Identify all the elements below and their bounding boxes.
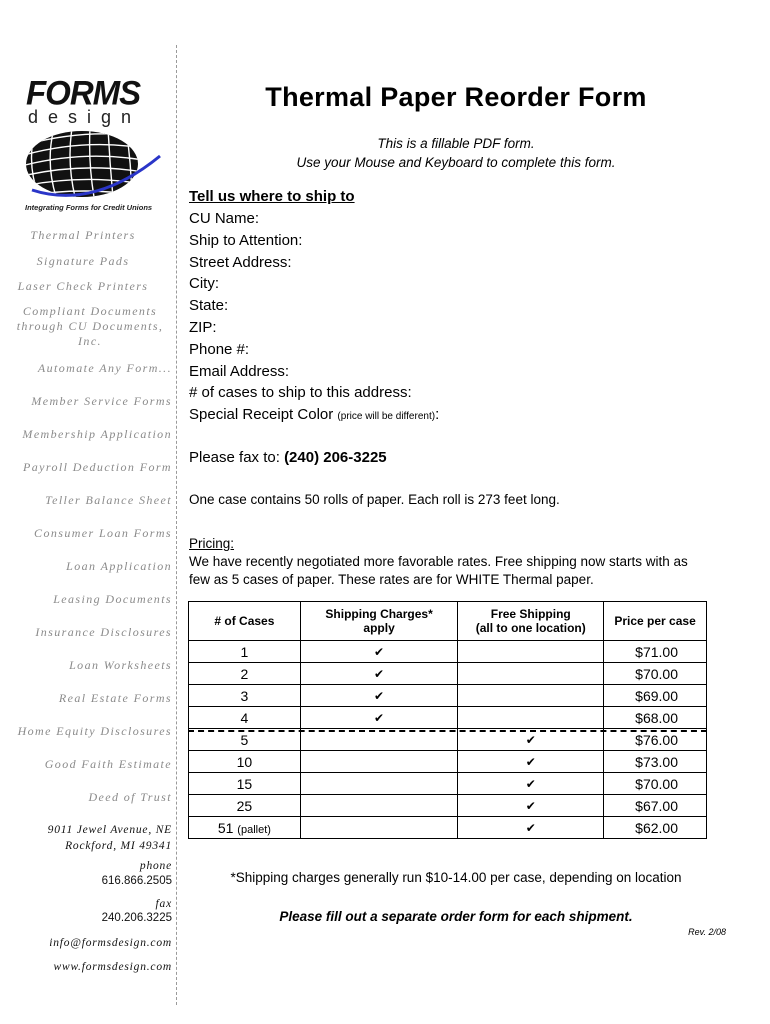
cell-cases: 1 (189, 641, 301, 663)
table-row (189, 707, 707, 729)
header-shipping (300, 602, 458, 641)
sidebar-link[interactable]: Laser Check Printers (17, 279, 149, 293)
cell-price: $70.00 (604, 773, 707, 795)
separate-form-note: Please fill out a separate order form for each shipment. (279, 909, 633, 924)
fax-instruction (189, 449, 387, 466)
free-shipping-threshold-line (188, 730, 707, 732)
header-shipping-line1: Shipping Charges* (325, 607, 433, 621)
free-shipping-check-icon: ✔ (458, 773, 604, 795)
email-field[interactable]: Email Address: (189, 363, 290, 380)
address-line2: Rockford, MI 49341 (65, 840, 172, 852)
receipt-color-field[interactable] (189, 406, 439, 423)
cell-free-empty (458, 685, 604, 707)
cell-cases: 10 (189, 751, 301, 773)
phone-number: 616.866.2505 (101, 875, 172, 887)
city-field[interactable]: City: (189, 275, 219, 292)
cell-price: $73.00 (604, 751, 707, 773)
cell-cases: 5 (189, 729, 301, 751)
table-row (189, 773, 707, 795)
cases-field[interactable]: # of cases to ship to this address: (189, 384, 412, 401)
cell-free-empty (458, 707, 604, 729)
sidebar-link[interactable]: Real Estate Forms (58, 691, 172, 705)
subtitle-instructions: Use your Mouse and Keyboard to complete this form. (296, 155, 616, 170)
sidebar-link[interactable]: Loan Worksheets (69, 658, 172, 672)
email-link[interactable]: info@formsdesign.com (49, 937, 172, 949)
cell-cases: 2 (189, 663, 301, 685)
ship-to-heading: Tell us where to ship to (189, 188, 355, 205)
free-shipping-check-icon: ✔ (458, 817, 604, 839)
sidebar-link[interactable]: Good Faith Estimate (44, 757, 172, 771)
sidebar-link[interactable]: Compliant Documents through CU Documents, Inc. (16, 304, 164, 348)
sidebar-link[interactable]: Loan Application (66, 559, 172, 573)
cell-cases: 25 (189, 795, 301, 817)
cell-price: $71.00 (604, 641, 707, 663)
shipping-charges-note: *Shipping charges generally run $10-14.00 per case, depending on location (230, 870, 682, 885)
cell-price: $62.00 (604, 817, 707, 839)
subtitle-fillable: This is a fillable PDF form. (377, 136, 535, 151)
cell-shipping-empty (300, 795, 458, 817)
header-shipping-line2: apply (363, 621, 395, 635)
pallet-label: (pallet) (237, 823, 271, 836)
free-shipping-check-icon: ✔ (458, 795, 604, 817)
sidebar-link[interactable]: Membership Application (22, 427, 172, 441)
cell-price: $69.00 (604, 685, 707, 707)
cell-cases-number: 51 (217, 819, 234, 836)
header-cases: # of Cases (189, 602, 301, 641)
pricing-table (188, 601, 707, 839)
cell-free-empty (458, 641, 604, 663)
sidebar-link[interactable]: Insurance Disclosures (35, 625, 172, 639)
pricing-heading: Pricing: (189, 536, 235, 551)
sidebar-link[interactable]: Automate Any Form... (37, 361, 172, 375)
table-row (189, 663, 707, 685)
sidebar-link[interactable]: Payroll Deduction Form (22, 460, 172, 474)
table-row (189, 751, 707, 773)
sidebar-link[interactable]: Consumer Loan Forms (34, 526, 172, 540)
receipt-color-note: (price will be different) (337, 411, 436, 422)
cell-price: $67.00 (604, 795, 707, 817)
cell-price: $76.00 (604, 729, 707, 751)
pricing-table-header (189, 602, 707, 641)
sidebar-link[interactable]: Teller Balance Sheet (45, 493, 172, 507)
cell-price: $70.00 (604, 663, 707, 685)
page-title: Thermal Paper Reorder Form (265, 82, 647, 112)
zip-field[interactable]: ZIP: (189, 319, 217, 336)
page-divider (176, 45, 177, 1005)
cell-cases: 3 (189, 685, 301, 707)
cell-cases: 4 (189, 707, 301, 729)
shipping-check-icon: ✔ (300, 663, 458, 685)
cell-shipping-empty (300, 751, 458, 773)
logo-wordmark: FORMS (26, 73, 141, 112)
shipping-check-icon: ✔ (300, 641, 458, 663)
table-row (189, 685, 707, 707)
ship-attention-field[interactable]: Ship to Attention: (189, 232, 303, 249)
table-row (189, 795, 707, 817)
state-field[interactable]: State: (189, 297, 229, 314)
phone-label: phone (139, 860, 172, 872)
logo-tagline: Integrating Forms for Credit Unions (25, 203, 153, 212)
header-free-line1: Free Shipping (490, 607, 571, 621)
cell-free-empty (458, 663, 604, 685)
phone-field[interactable]: Phone #: (189, 341, 250, 358)
sidebar-link[interactable]: Member Service Forms (31, 394, 172, 408)
free-shipping-check-icon: ✔ (458, 751, 604, 773)
header-free-shipping (458, 602, 604, 641)
cu-name-field[interactable]: CU Name: (189, 210, 260, 227)
cell-cases (189, 817, 301, 839)
table-row (189, 641, 707, 663)
fax-label: fax (155, 898, 172, 910)
cell-shipping-empty (300, 817, 458, 839)
street-address-field[interactable]: Street Address: (189, 254, 292, 271)
pricing-text: We have recently negotiated more favorable rates. Free shipping now starts with as few as 5 cases of paper. These rates are for WHITE Thermal paper. (189, 554, 688, 587)
shipping-check-icon: ✔ (300, 707, 458, 729)
address-line1: 9011 Jewel Avenue, NE (47, 824, 172, 836)
fax-instruction-label: Please fax to: (189, 449, 280, 466)
cell-price: $68.00 (604, 707, 707, 729)
fax-number: 240.206.3225 (101, 912, 172, 924)
sidebar-link[interactable]: Deed of Trust (88, 790, 172, 804)
shipping-check-icon: ✔ (300, 685, 458, 707)
cell-cases: 15 (189, 773, 301, 795)
sidebar-link[interactable]: Signature Pads (36, 254, 130, 268)
sidebar-link[interactable]: Thermal Printers (30, 228, 136, 242)
table-row (189, 817, 707, 839)
revision-label: Rev. 2/08 (688, 927, 726, 937)
cell-shipping-empty (300, 773, 458, 795)
sidebar-link[interactable]: Leasing Documents (53, 592, 172, 606)
logo-subword: design (28, 107, 142, 127)
forms-design-logo (24, 74, 174, 224)
sidebar-link[interactable]: Home Equity Disclosures (17, 724, 172, 738)
receipt-color-colon: : (435, 406, 440, 423)
receipt-color-label: Special Receipt Color (189, 406, 334, 423)
fax-instruction-number: (240) 206-3225 (284, 449, 387, 466)
header-free-line2: (all to one location) (475, 621, 586, 635)
globe-grid-icon (24, 128, 164, 200)
website-link[interactable]: www.formsdesign.com (53, 961, 172, 973)
header-price: Price per case (604, 602, 707, 641)
case-note: One case contains 50 rolls of paper. Each roll is 273 feet long. (189, 492, 560, 507)
free-shipping-check-icon: ✔ (458, 729, 604, 751)
